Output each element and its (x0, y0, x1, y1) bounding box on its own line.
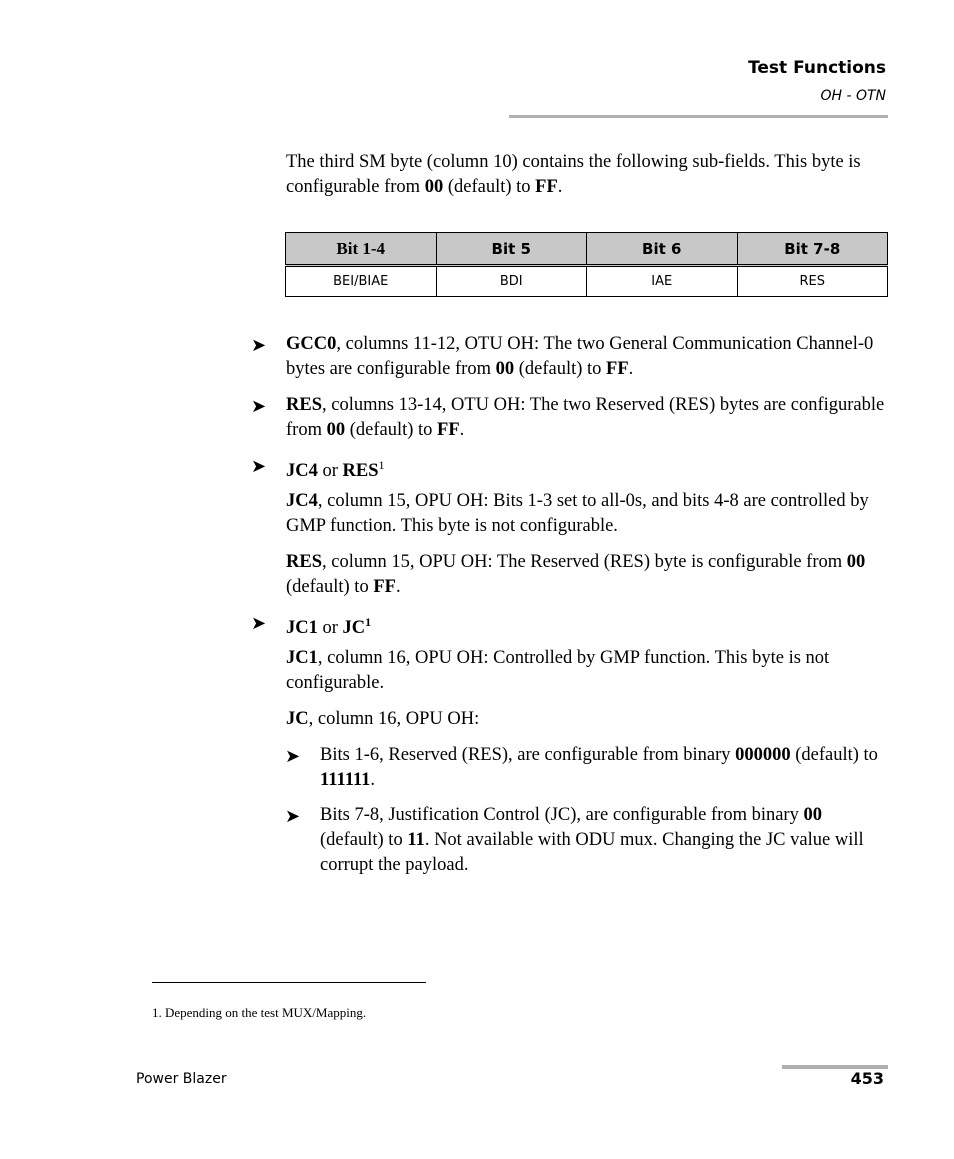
res-item: RES, columns 13-14, OTU OH: The two Reserved (RES) bytes are configurable from 00 (default) to FF. (286, 395, 885, 440)
jc-paragraph: JC, column 16, OPU OH: (286, 709, 480, 729)
page-number: 453 (850, 1069, 884, 1088)
intro-paragraph: The third SM byte (column 10) contains the following sub-fields. This byte is configurable from 00 (default) to FF. (286, 152, 861, 197)
header-rule (509, 115, 888, 118)
section-subtitle: OH - OTN (820, 88, 886, 104)
gcc0-item: GCC0, columns 11-12, OTU OH: The two General Communication Channel-0 bytes are configurable from 00 (default) to FF. (286, 334, 874, 379)
table-row (286, 266, 888, 297)
jc1-jc-heading: JC1 or $JC^1$ (286, 615, 372, 639)
bullet-arrow-icon: ➤ (251, 396, 267, 416)
footnote-ref: 1 (365, 615, 372, 629)
table-header-cell: Bit 6 (587, 233, 738, 266)
sub-item-bits-1-6: Bits 1-6, Reserved (RES), are configurable from binary 000000 (default) to 111111. (320, 745, 878, 790)
jc1-paragraph: JC1, column 16, OPU OH: Controlled by GMP function. This byte is not configurable. (286, 648, 830, 693)
sub-item-bits-7-8: Bits 7-8, Justification Control (JC), are configurable from binary 00 (default) to 11. Not available with ODU mux. Changing the JC value will corrupt the payload. (320, 805, 864, 875)
res-paragraph: RES, column 15, OPU OH: The Reserved (RES) byte is configurable from 00 (default) to FF. (286, 552, 866, 597)
table-cell: BEI/BIAE (286, 266, 437, 297)
jc4-res-heading: JC4 or RES$^1$ (286, 458, 385, 482)
table-header-cell: Bit 7-8 (737, 233, 888, 266)
table-header-cell: Bit 5 (436, 233, 587, 266)
section-title: Test Functions (748, 58, 886, 78)
bullet-arrow-icon: ➤ (251, 335, 267, 355)
footnote: 1. Depending on the test MUX/Mapping. (152, 1005, 367, 1020)
table-header-row (286, 233, 888, 266)
jc4-paragraph: JC4, column 15, OPU OH: Bits 1-3 set to all-0s, and bits 4-8 are controlled by GMP function. This byte is not configurable. (286, 491, 869, 536)
bullet-arrow-icon: ➤ (251, 613, 267, 633)
table-cell: RES (737, 266, 888, 297)
bullet-arrow-icon: ➤ (285, 806, 301, 826)
table-cell: BDI (436, 266, 587, 297)
table-header-cell: Bit 1-4 (286, 233, 437, 266)
table-cell: IAE (587, 266, 738, 297)
bullet-arrow-icon: ➤ (285, 746, 301, 766)
footnote-rule (152, 982, 426, 983)
sm-byte-table (285, 232, 888, 297)
footnote-ref: 1 (378, 458, 385, 472)
bullet-arrow-icon: ➤ (251, 456, 267, 476)
product-name: Power Blazer (136, 1071, 227, 1087)
